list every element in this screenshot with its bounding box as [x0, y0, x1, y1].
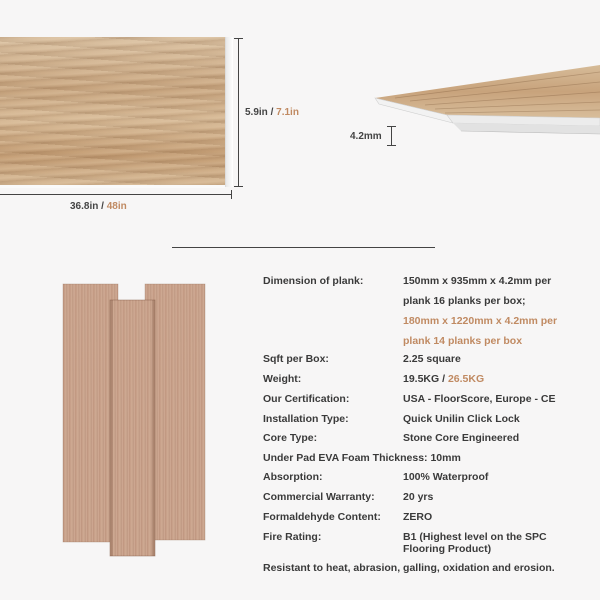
spec-resistant-text: Resistant to heat, abrasion, galling, oxidation and erosion. [263, 562, 555, 574]
spec-absorption-value: 100% Waterproof [403, 471, 489, 483]
plank-top-edge [225, 37, 233, 187]
thickness-dimension-label: 4.2mm [350, 131, 382, 142]
spec-formaldehyde-value: ZERO [403, 511, 433, 523]
spec-dimension-line2: plank 16 planks per box; [403, 295, 526, 307]
thickness-dimension-line [391, 126, 392, 145]
plank-top-image [0, 37, 225, 188]
height-dimension-label: 5.9in / 7.1in [245, 107, 299, 118]
height-dimension-line [238, 38, 239, 186]
spec-underpad-label: Under Pad EVA Foam Thickness: 10mm [263, 452, 461, 464]
spec-fire-label: Fire Rating: [263, 531, 322, 543]
spec-dimension-label: Dimension of plank: [263, 275, 364, 287]
thickness-dimension-tick-bottom [387, 145, 396, 146]
spec-dimension-line3: 180mm x 1220mm x 4.2mm per [403, 315, 558, 327]
thickness-dimension-tick-top [387, 126, 396, 127]
width-dimension-tick-right [231, 190, 232, 199]
spec-dimension-line4: plank 14 planks per box [403, 335, 523, 347]
spec-fire-value: B1 (Highest level on the SPC Flooring Product) [403, 531, 547, 555]
spec-certification-label: Our Certification: [263, 393, 350, 405]
spec-core-value: Stone Core Engineered [403, 432, 520, 444]
spec-warranty-value: 20 yrs [403, 491, 434, 503]
spec-sqft-value: 2.25 square [403, 353, 461, 365]
spec-core-label: Core Type: [263, 432, 318, 444]
spec-absorption-label: Absorption: [263, 471, 323, 483]
spec-installation-value: Quick Unilin Click Lock [403, 413, 520, 425]
spec-installation-label: Installation Type: [263, 413, 349, 425]
spec-dimension-line1: 150mm x 935mm x 4.2mm per [403, 275, 552, 287]
spec-weight-value: 19.5KG / 26.5KG [403, 373, 485, 385]
spec-weight-label: Weight: [263, 373, 302, 385]
spec-warranty-label: Commercial Warranty: [263, 491, 375, 503]
plank-angle-image [365, 60, 600, 160]
width-dimension-label: 36.8in / 48in [70, 201, 127, 212]
height-dimension-tick-bottom [234, 186, 243, 187]
height-dimension-tick-top [234, 38, 243, 39]
standing-planks-image [60, 282, 210, 557]
spec-sqft-label: Sqft per Box: [263, 353, 329, 365]
spec-formaldehyde-label: Formaldehyde Content: [263, 511, 381, 523]
section-divider [172, 247, 435, 248]
width-dimension-line [0, 194, 232, 195]
spec-certification-value: USA - FloorScore, Europe - CE [403, 393, 556, 405]
